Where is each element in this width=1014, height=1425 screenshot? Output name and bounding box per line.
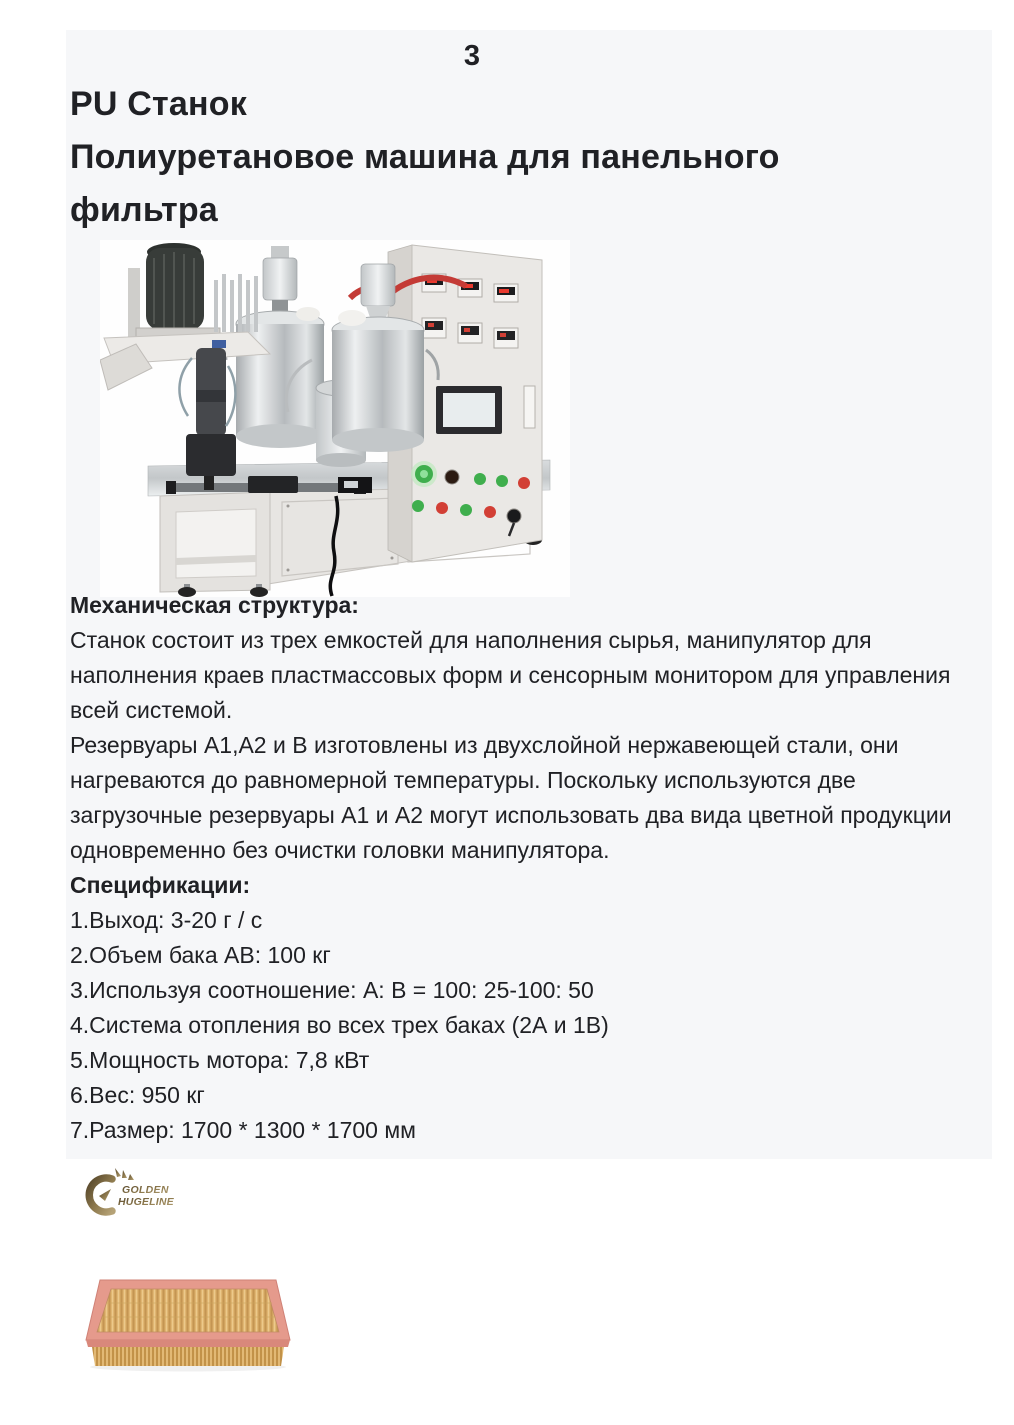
indicator-slot	[524, 386, 535, 428]
page-subtitle-line-1: Полиуретановое машина для панельного	[70, 138, 780, 176]
content-block	[66, 30, 992, 1159]
logo-word-hugeline: HUGELINE	[118, 1196, 174, 1208]
spec-item: 7.Размер: 1700 * 1300 * 1700 мм	[70, 1117, 416, 1143]
machine-photo-illustration	[100, 240, 570, 597]
machine-photo	[100, 240, 570, 597]
body-text	[70, 588, 1014, 1148]
filter-frame-edge	[86, 1340, 290, 1347]
mechanical-line: нагреваются до равномерной температуры. Поскольку используются две	[70, 767, 856, 793]
spec-item: 1.Выход: 3-20 г / с	[70, 907, 263, 933]
page-subtitle-line-2: фильтра	[70, 191, 218, 229]
filter-body	[86, 1280, 290, 1366]
mechanical-line: Резервуары А1,А2 и В изготовлены из двухслойной нержавеющей стали, они	[70, 732, 899, 758]
golden-hugeline-logo-icon	[76, 1166, 176, 1218]
page-number: 3	[463, 40, 481, 72]
machine-side-stand	[160, 492, 270, 592]
mechanical-line: всей системой.	[70, 697, 233, 723]
spec-item: 4.Система отопления во всех трех баках (2А и 1В)	[70, 1012, 609, 1038]
panel-filter-illustration	[84, 1276, 294, 1372]
filter-pleat-fringe	[92, 1347, 284, 1366]
logo-word-golden: GOLDEN	[122, 1184, 169, 1196]
spec-item: 2.Объем бака АВ: 100 кг	[70, 942, 331, 968]
spec-item: 5.Мощность мотора: 7,8 кВт	[70, 1047, 370, 1073]
drive-motor	[146, 243, 204, 330]
mechanical-line: загрузочные резервуары А1 и А2 могут использовать два вида цветной продукции	[70, 802, 952, 828]
page-title: PU Станок	[70, 85, 247, 123]
filter-media	[97, 1289, 279, 1332]
mechanical-line: Станок состоит из трех емкостей для наполнения сырья, манипулятор для	[70, 627, 872, 653]
title-block	[70, 78, 780, 237]
mechanical-heading: Механическая структура:	[70, 592, 359, 618]
touchscreen-monitor	[436, 386, 502, 434]
spec-item: 6.Вес: 950 кг	[70, 1082, 205, 1108]
mechanical-line: одновременно без очистки головки манипулятора.	[70, 837, 610, 863]
specifications-heading: Спецификации:	[70, 872, 251, 898]
company-logo	[76, 1166, 176, 1223]
panel-filter-photo	[84, 1276, 294, 1377]
spec-item: 3.Используя соотношение: А: В = 100: 25-100: 50	[70, 977, 594, 1003]
mechanical-line: наполнения краев пластмассовых форм и сенсорным монитором для управления	[70, 662, 951, 688]
